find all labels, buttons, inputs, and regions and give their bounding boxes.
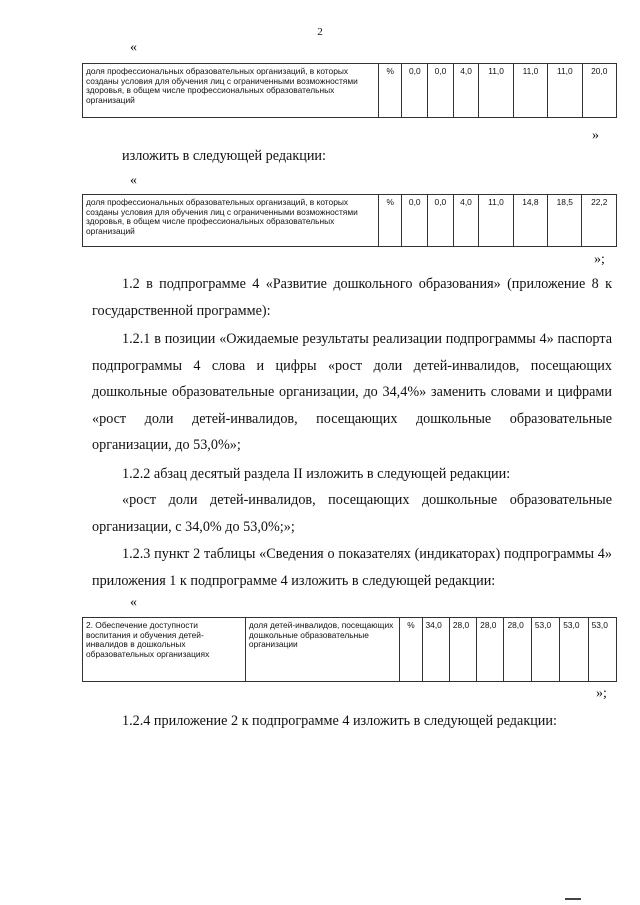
replace-line: изложить в следующей редакции: (122, 148, 326, 164)
value-cell: 0,0 (428, 64, 454, 118)
value-cell: 53,0 (560, 618, 588, 682)
value-cell: 22,2 (582, 195, 617, 247)
paragraph-1-2: 1.2 в подпрограмме 4 «Развитие дошкольного образования» (приложение 8 к государственной программе): (92, 276, 612, 319)
task-text: 2. Обеспечение доступности воспитания и обучения детей-инвалидов в дошкольных образовательных организациях (83, 618, 246, 682)
indicator-text: доля детей-инвалидов, посещающих дошкольные образовательные организации (245, 618, 400, 682)
paragraph-1-2-3: 1.2.3 пункт 2 таблицы «Сведения о показателях (индикаторах) подпрограммы 4» приложения 1 к подпрограмме 4 изложить в следующей редакции: (92, 546, 612, 589)
value-cell: 4,0 (453, 64, 479, 118)
quote-open-2: « (130, 173, 137, 188)
value-cell: 0,0 (428, 195, 454, 247)
unit-cell: % (378, 64, 402, 118)
quote-open-1: « (130, 40, 137, 55)
value-cell: 18,5 (548, 195, 582, 247)
paragraph-1-2-4: 1.2.4 приложение 2 к подпрограмме 4 изложить в следующей редакции: (122, 713, 557, 729)
indicator-text: доля профессиональных образовательных организаций, в которых созданы условия для обучения лиц с ограниченными возможностями здоровья, в общем числе профессиональных образовательных организаций (83, 195, 379, 247)
page-number: 2 (317, 26, 323, 38)
indicator-table-preschool (82, 617, 617, 682)
value-cell: 11,0 (513, 64, 547, 118)
scan-mark (565, 898, 581, 900)
value-cell: 14,8 (513, 195, 547, 247)
paragraph-1-2-1: 1.2.1 в позиции «Ожидаемые результаты реализации подпрограммы 4» паспорта подпрограммы 4 слова и цифры «рост доли детей-инвалидов, посещающих дошкольные образовательные организации, до 34,4%» заменить словами и цифрами «рост доли детей-инвалидов, посещающих дошкольные образовательные организации, до 53,0%»; (92, 331, 612, 454)
value-cell: 4,0 (453, 195, 479, 247)
unit-cell: % (378, 195, 402, 247)
quote-open-3: « (130, 595, 137, 610)
value-cell: 0,0 (402, 64, 428, 118)
value-cell: 53,0 (531, 618, 559, 682)
value-cell: 28,0 (477, 618, 504, 682)
indicator-table-old (82, 63, 617, 118)
value-cell: 28,0 (504, 618, 531, 682)
paragraph-quote: «рост доли детей-инвалидов, посещающих дошкольные образовательные организации, с 34,0% до 53,0%;»; (92, 492, 612, 535)
paragraph-1-2-2: 1.2.2 абзац десятый раздела II изложить в следующей редакции: (122, 466, 511, 482)
value-cell: 11,0 (479, 64, 513, 118)
value-cell: 11,0 (479, 195, 513, 247)
indicator-text: доля профессиональных образовательных организаций, в которых созданы условия для обучения лиц с ограниченными возможностями здоровья, в общем числе профессиональных образовательных организаций (83, 64, 379, 118)
indicator-table-new (82, 194, 617, 247)
quote-close-1: » (592, 128, 599, 143)
value-cell: 53,0 (588, 618, 616, 682)
unit-cell: % (400, 618, 422, 682)
quote-close-2: »; (594, 252, 605, 267)
value-cell: 0,0 (402, 195, 428, 247)
value-cell: 20,0 (582, 64, 616, 118)
value-cell: 11,0 (548, 64, 582, 118)
value-cell: 34,0 (422, 618, 449, 682)
quote-close-3: »; (596, 686, 607, 701)
value-cell: 28,0 (449, 618, 476, 682)
